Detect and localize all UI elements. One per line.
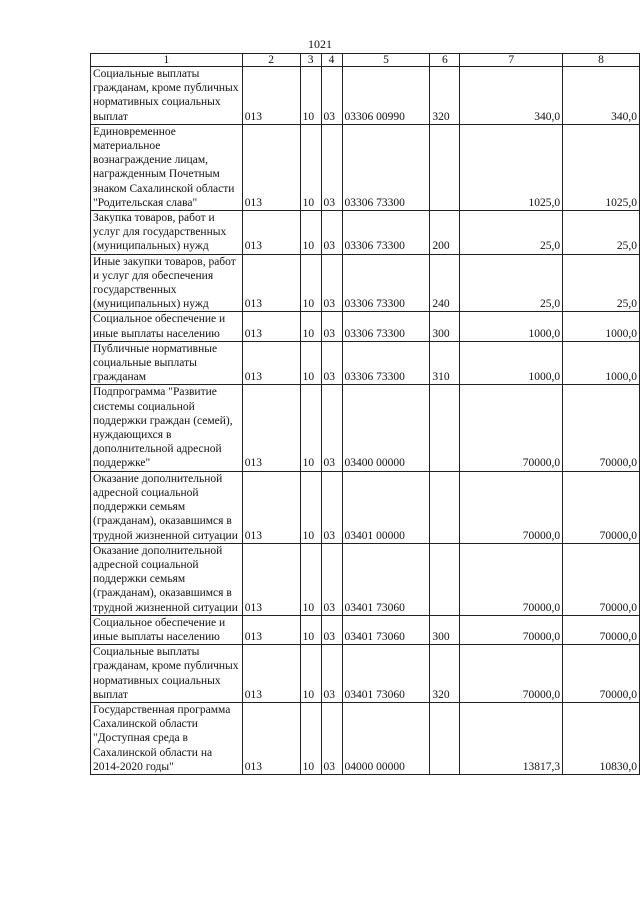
- cell-amount-2: 1000,0: [563, 341, 640, 385]
- cell-subsection: 03: [321, 471, 342, 543]
- cell-amount-2: 1025,0: [563, 124, 640, 210]
- cell-amount-1: 1025,0: [460, 124, 563, 210]
- table-row: [91, 543, 640, 615]
- cell-amount-1: 70000,0: [460, 615, 563, 644]
- column-header: 2: [242, 54, 300, 67]
- cell-target-article: 03306 73300: [342, 341, 430, 385]
- cell-amount-2: 70000,0: [563, 645, 640, 703]
- table-row: [91, 254, 640, 312]
- cell-section: 10: [300, 67, 321, 125]
- cell-expense-type: [430, 385, 460, 471]
- cell-expense-type: 320: [430, 67, 460, 125]
- cell-section: 10: [300, 385, 321, 471]
- cell-target-article: 03400 00000: [342, 385, 430, 471]
- budget-table: [90, 53, 640, 775]
- cell-target-article: 03401 73060: [342, 645, 430, 703]
- cell-section: 10: [300, 645, 321, 703]
- cell-name: Публичные нормативные социальные выплаты гражданам: [91, 341, 243, 385]
- cell-expense-type: [430, 702, 460, 774]
- cell-target-article: 03306 73300: [342, 211, 430, 255]
- cell-amount-1: 70000,0: [460, 385, 563, 471]
- cell-chapter: 013: [242, 124, 300, 210]
- cell-amount-2: 70000,0: [563, 385, 640, 471]
- cell-expense-type: 300: [430, 312, 460, 341]
- cell-subsection: 03: [321, 312, 342, 341]
- table-row: [91, 67, 640, 125]
- cell-amount-1: 25,0: [460, 254, 563, 312]
- cell-name: Оказание дополнительной адресной социальной поддержки семьям (гражданам), оказавшимся в трудной жизненной ситуации: [91, 471, 243, 543]
- cell-section: 10: [300, 312, 321, 341]
- cell-amount-1: 340,0: [460, 67, 563, 125]
- cell-section: 10: [300, 211, 321, 255]
- cell-name: Иные закупки товаров, работ и услуг для обеспечения государственных (муниципальных) нужд: [91, 254, 243, 312]
- cell-chapter: 013: [242, 543, 300, 615]
- table-row: [91, 211, 640, 255]
- cell-subsection: 03: [321, 341, 342, 385]
- cell-chapter: 013: [242, 702, 300, 774]
- cell-amount-1: 13817,3: [460, 702, 563, 774]
- cell-chapter: 013: [242, 615, 300, 644]
- cell-expense-type: 200: [430, 211, 460, 255]
- cell-amount-2: 340,0: [563, 67, 640, 125]
- cell-chapter: 013: [242, 341, 300, 385]
- cell-target-article: 03401 73060: [342, 615, 430, 644]
- cell-section: 10: [300, 471, 321, 543]
- table-row: [91, 312, 640, 341]
- cell-amount-1: 1000,0: [460, 341, 563, 385]
- table-row: [91, 702, 640, 774]
- cell-name: Закупка товаров, работ и услуг для государственных (муниципальных) нужд: [91, 211, 243, 255]
- cell-amount-1: 70000,0: [460, 471, 563, 543]
- cell-name: Единовременное материальное вознаграждение лицам, награжденным Почетным знаком Сахалинской области "Родительская слава": [91, 124, 243, 210]
- cell-amount-2: 70000,0: [563, 615, 640, 644]
- cell-section: 10: [300, 124, 321, 210]
- cell-target-article: 03306 73300: [342, 312, 430, 341]
- cell-chapter: 013: [242, 67, 300, 125]
- cell-section: 10: [300, 615, 321, 644]
- cell-chapter: 013: [242, 645, 300, 703]
- cell-subsection: 03: [321, 211, 342, 255]
- table-row: [91, 341, 640, 385]
- cell-subsection: 03: [321, 124, 342, 210]
- cell-expense-type: 300: [430, 615, 460, 644]
- cell-section: 10: [300, 341, 321, 385]
- table-row: [91, 471, 640, 543]
- cell-subsection: 03: [321, 67, 342, 125]
- cell-name: Социальное обеспечение и иные выплаты населению: [91, 312, 243, 341]
- column-header: 3: [300, 54, 321, 67]
- cell-name: Государственная программа Сахалинской области "Доступная среда в Сахалинской области на 2014-2020 годы": [91, 702, 243, 774]
- cell-target-article: 03306 00990: [342, 67, 430, 125]
- cell-expense-type: 310: [430, 341, 460, 385]
- cell-amount-1: 70000,0: [460, 645, 563, 703]
- cell-expense-type: 320: [430, 645, 460, 703]
- cell-chapter: 013: [242, 312, 300, 341]
- cell-section: 10: [300, 543, 321, 615]
- table-row: [91, 124, 640, 210]
- cell-name: Подпрограмма "Развитие системы социальной поддержки граждан (семей), нуждающихся в дополнительной адресной поддержке": [91, 385, 243, 471]
- cell-amount-2: 1000,0: [563, 312, 640, 341]
- cell-expense-type: [430, 471, 460, 543]
- cell-amount-1: 70000,0: [460, 543, 563, 615]
- cell-name: Социальное обеспечение и иные выплаты населению: [91, 615, 243, 644]
- cell-amount-2: 25,0: [563, 254, 640, 312]
- cell-amount-2: 25,0: [563, 211, 640, 255]
- page-number: 1021: [308, 37, 332, 51]
- cell-chapter: 013: [242, 471, 300, 543]
- cell-chapter: 013: [242, 385, 300, 471]
- column-header: 8: [563, 54, 640, 67]
- cell-amount-1: 25,0: [460, 211, 563, 255]
- cell-subsection: 03: [321, 543, 342, 615]
- column-header: 1: [91, 54, 243, 67]
- table-row: [91, 385, 640, 471]
- table-row: [91, 615, 640, 644]
- cell-target-article: 03306 73300: [342, 254, 430, 312]
- cell-target-article: 03401 73060: [342, 543, 430, 615]
- cell-amount-2: 70000,0: [563, 543, 640, 615]
- cell-target-article: 04000 00000: [342, 702, 430, 774]
- table-header-row: [91, 54, 640, 67]
- cell-chapter: 013: [242, 254, 300, 312]
- column-header: 6: [430, 54, 460, 67]
- cell-section: 10: [300, 254, 321, 312]
- cell-subsection: 03: [321, 645, 342, 703]
- cell-chapter: 013: [242, 211, 300, 255]
- cell-expense-type: 240: [430, 254, 460, 312]
- cell-subsection: 03: [321, 702, 342, 774]
- cell-amount-1: 1000,0: [460, 312, 563, 341]
- cell-name: Оказание дополнительной адресной социальной поддержки семьям (гражданам), оказавшимся в трудной жизненной ситуации: [91, 543, 243, 615]
- column-header: 5: [342, 54, 430, 67]
- cell-subsection: 03: [321, 615, 342, 644]
- cell-amount-2: 70000,0: [563, 471, 640, 543]
- column-header: 7: [460, 54, 563, 67]
- cell-expense-type: [430, 124, 460, 210]
- cell-amount-2: 10830,0: [563, 702, 640, 774]
- cell-subsection: 03: [321, 385, 342, 471]
- cell-name: Социальные выплаты гражданам, кроме публичных нормативных социальных выплат: [91, 645, 243, 703]
- cell-expense-type: [430, 543, 460, 615]
- table-row: [91, 645, 640, 703]
- cell-target-article: 03306 73300: [342, 124, 430, 210]
- cell-subsection: 03: [321, 254, 342, 312]
- column-header: 4: [321, 54, 342, 67]
- cell-name: Социальные выплаты гражданам, кроме публичных нормативных социальных выплат: [91, 67, 243, 125]
- cell-section: 10: [300, 702, 321, 774]
- cell-target-article: 03401 00000: [342, 471, 430, 543]
